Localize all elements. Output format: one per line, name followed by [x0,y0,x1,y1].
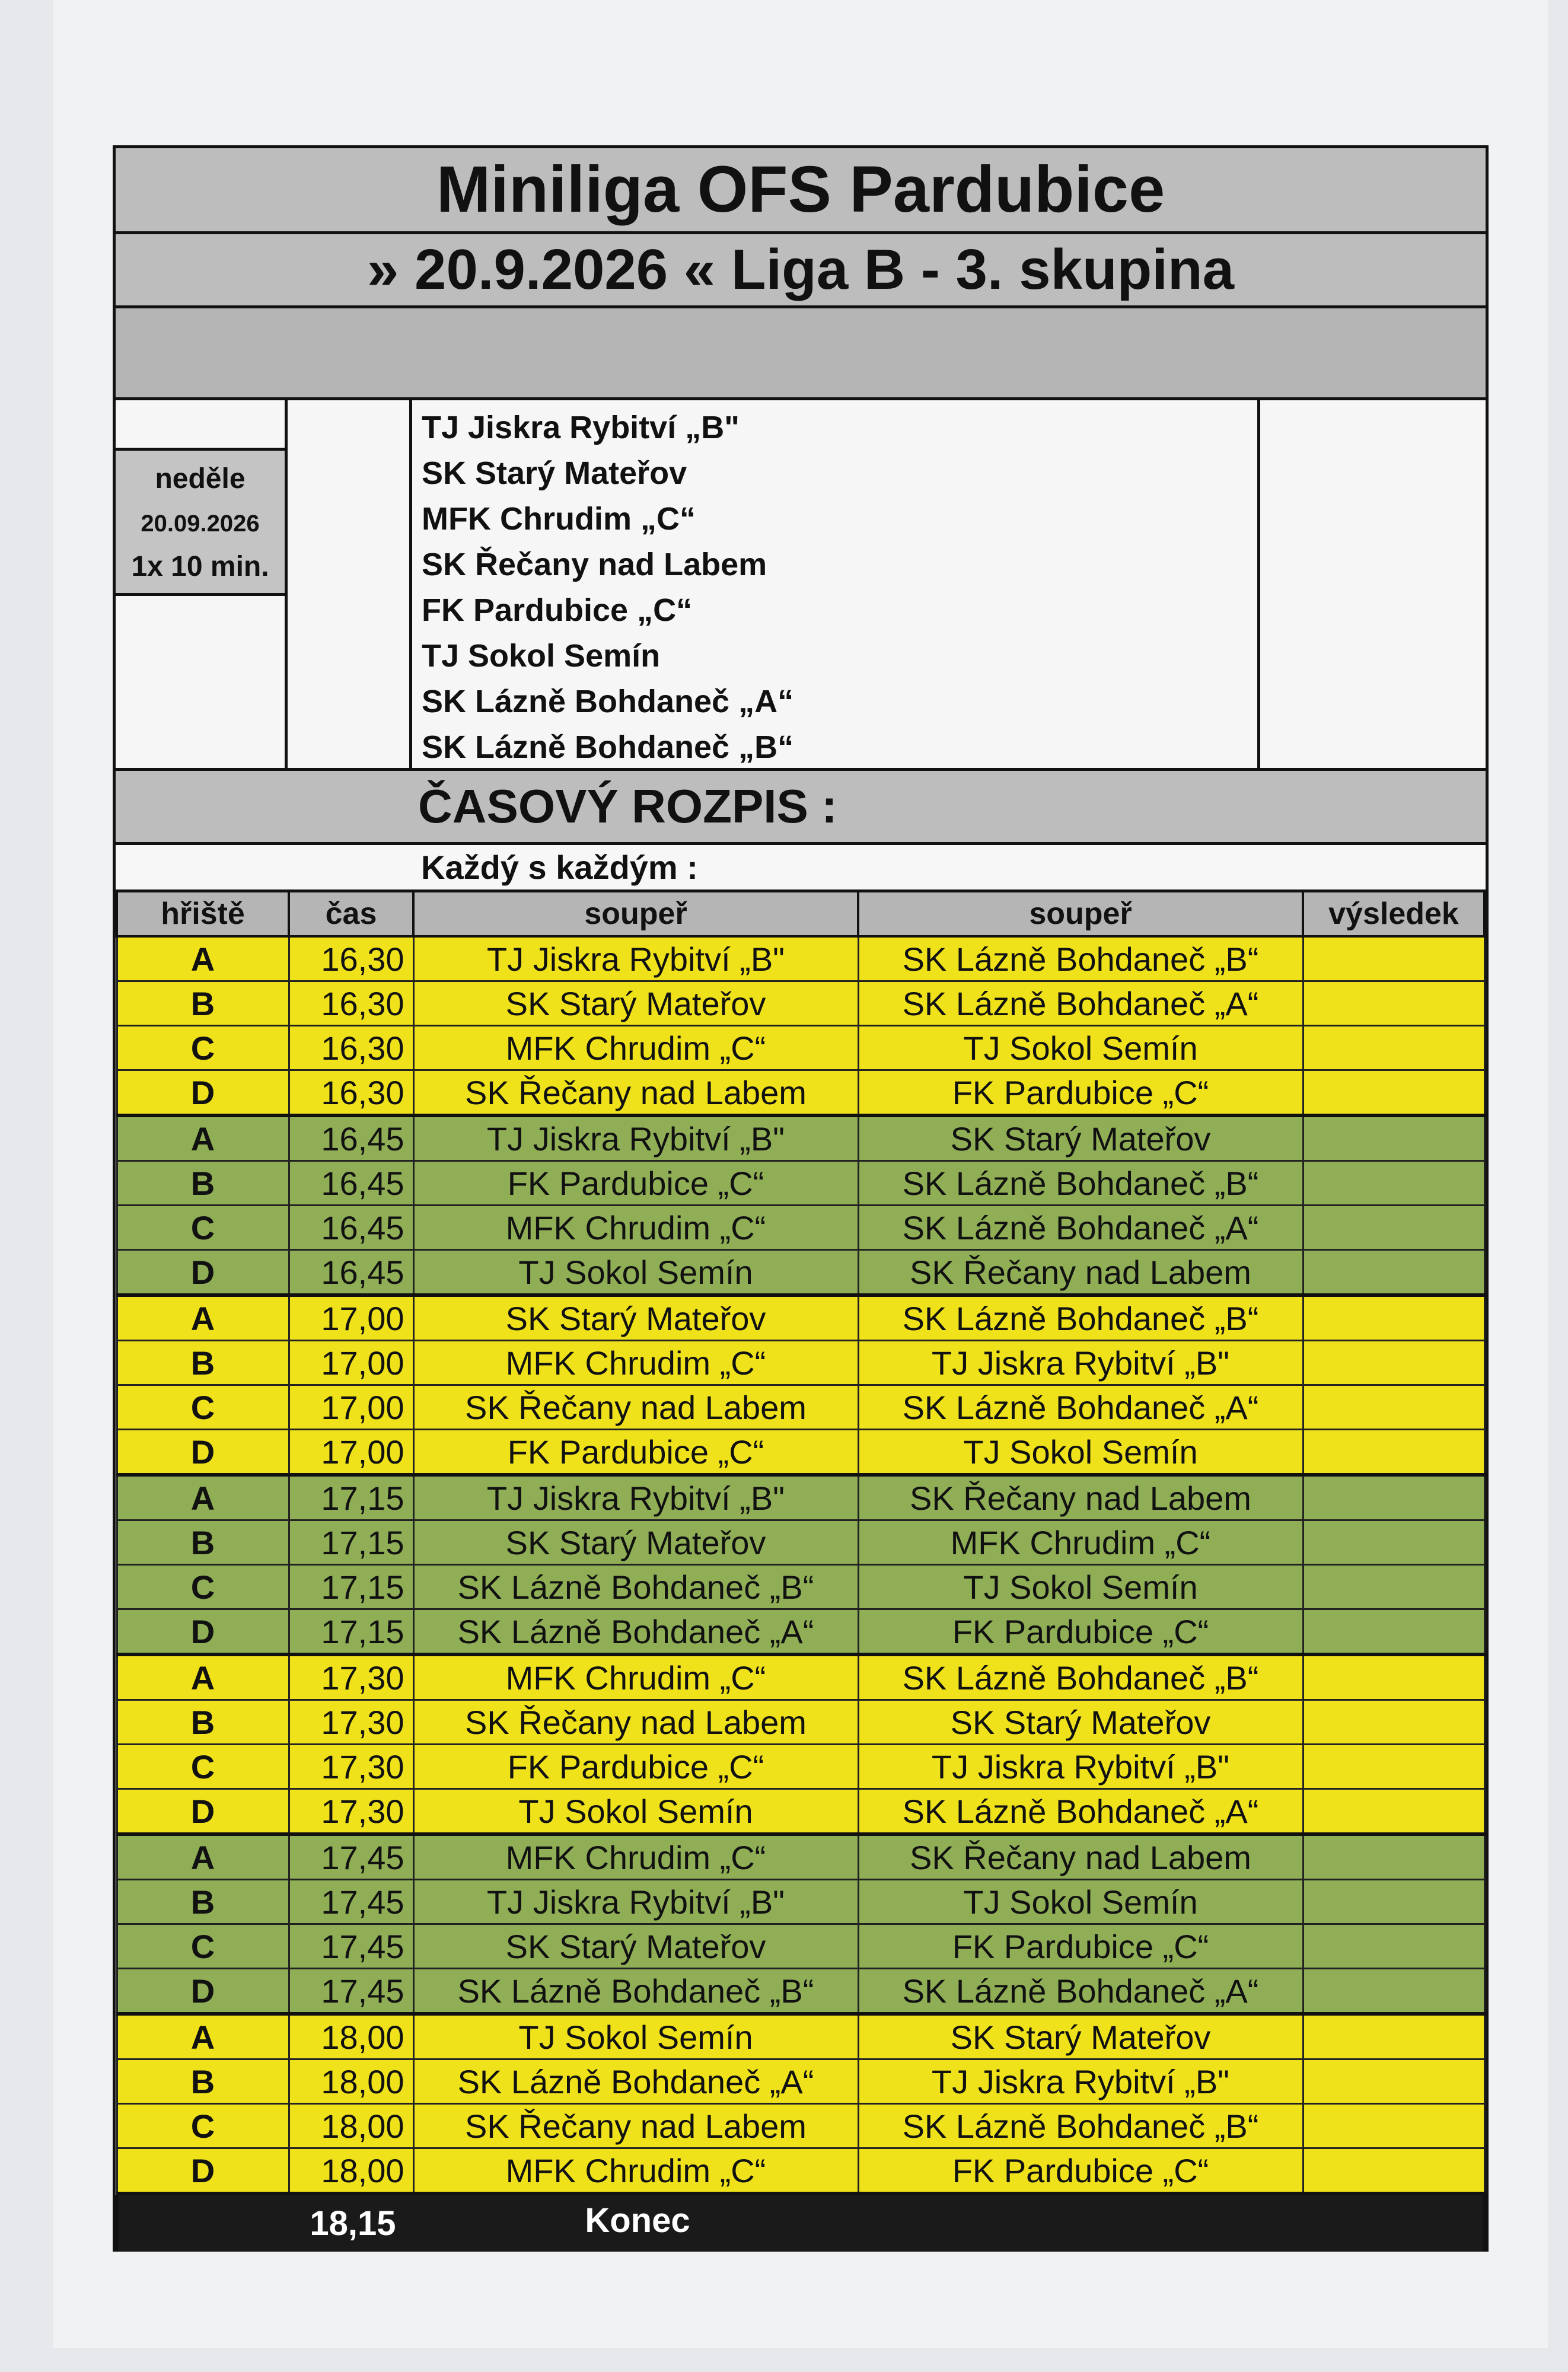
time-cell: 17,15 [289,1520,413,1565]
time-cell: 17,45 [289,1969,413,2014]
info-right-empty [1260,400,1486,770]
home-team-cell: TJ Jiskra Rybitví „B" [413,1880,858,1924]
time-cell: 17,30 [289,1700,413,1745]
home-team-cell: MFK Chrudim „C“ [413,1834,858,1880]
field-cell: C [117,1745,289,1789]
match-duration: 1x 10 min. [131,551,269,582]
result-cell [1303,1789,1484,1835]
result-cell [1303,1745,1484,1789]
team-list-item: MFK Chrudim „C“ [422,501,696,537]
away-team-cell: SK Lázně Bohdaneč „A“ [858,1385,1303,1430]
home-team-cell: TJ Sokol Semín [413,2014,858,2059]
team-list-item: TJ Jiskra Rybitví „B" [422,410,740,445]
table-row [117,1385,1484,1430]
home-team-cell: MFK Chrudim „C“ [413,1206,858,1250]
team-list-item: SK Starý Mateřov [422,455,687,491]
home-team-cell: SK Řečany nad Labem [413,1700,858,1745]
field-cell: C [117,1565,289,1609]
info-spacer [288,400,412,770]
info-date-column [116,400,288,770]
table-row [117,1430,1484,1475]
home-team-cell: MFK Chrudim „C“ [413,2148,858,2194]
field-cell: C [117,1206,289,1250]
field-cell: D [117,2148,289,2194]
time-cell: 16,30 [289,936,413,981]
table-row [117,1789,1484,1835]
result-cell [1303,2014,1484,2059]
field-cell: A [117,1295,289,1341]
home-team-cell: TJ Jiskra Rybitví „B" [413,1475,858,1520]
table-row [117,1924,1484,1969]
field-cell: A [117,1654,289,1700]
match-date: 20.09.2026 [141,511,260,537]
result-cell [1303,1341,1484,1385]
time-cell: 17,00 [289,1430,413,1475]
home-team-cell: TJ Jiskra Rybitví „B" [413,1115,858,1161]
home-team-cell: FK Pardubice „C“ [413,1161,858,1206]
home-team-cell: FK Pardubice „C“ [413,1745,858,1789]
result-cell [1303,1969,1484,2014]
home-team-cell: MFK Chrudim „C“ [413,1341,858,1385]
result-cell [1303,1206,1484,1250]
time-cell: 16,45 [289,1161,413,1206]
home-team-cell: TJ Sokol Semín [413,1789,858,1835]
time-cell: 17,45 [289,1880,413,1924]
table-row [117,1115,1484,1161]
away-team-cell: SK Lázně Bohdaneč „B“ [858,1295,1303,1341]
table-row [117,1161,1484,1206]
result-cell [1303,1115,1484,1161]
time-cell: 17,15 [289,1609,413,1655]
table-row [117,981,1484,1026]
column-header-time: čas [289,892,413,936]
field-cell: B [117,1161,289,1206]
table-row [117,1206,1484,1250]
away-team-cell: FK Pardubice „C“ [858,1924,1303,1969]
away-team-cell: SK Lázně Bohdaneč „A“ [858,1969,1303,2014]
away-team-cell: TJ Sokol Semín [858,1565,1303,1609]
away-team-cell: TJ Jiskra Rybitví „B" [858,1745,1303,1789]
away-team-cell: TJ Sokol Semín [858,1880,1303,1924]
team-list-item: TJ Sokol Semín [422,638,661,674]
time-cell: 17,00 [289,1385,413,1430]
result-cell [1303,981,1484,1026]
table-row [117,1026,1484,1070]
home-team-cell: SK Lázně Bohdaneč „B“ [413,1565,858,1609]
field-cell: D [117,1789,289,1835]
table-row [117,1700,1484,1745]
time-cell: 17,45 [289,1834,413,1880]
column-header-field: hřiště [117,892,289,936]
field-cell: A [117,1475,289,1520]
result-cell [1303,2104,1484,2148]
schedule-table [116,892,1486,2195]
away-team-cell: SK Lázně Bohdaneč „B“ [858,2104,1303,2148]
time-cell: 17,30 [289,1789,413,1835]
schedule-footer [116,2195,1486,2252]
table-row [117,1070,1484,1116]
table-row [117,1475,1484,1520]
result-cell [1303,936,1484,981]
result-cell [1303,1520,1484,1565]
table-row [117,1250,1484,1296]
table-row [117,1341,1484,1385]
result-cell [1303,1565,1484,1609]
home-team-cell: TJ Sokol Semín [413,1250,858,1296]
field-cell: C [117,1026,289,1070]
result-cell [1303,1070,1484,1116]
result-cell [1303,1924,1484,1969]
time-cell: 16,45 [289,1206,413,1250]
away-team-cell: SK Řečany nad Labem [858,1834,1303,1880]
table-row [117,1520,1484,1565]
away-team-cell: TJ Sokol Semín [858,1026,1303,1070]
home-team-cell: SK Lázně Bohdaneč „A“ [413,1609,858,1655]
time-cell: 16,30 [289,981,413,1026]
home-team-cell: SK Řečany nad Labem [413,1070,858,1116]
column-header-away: soupeř [858,892,1303,936]
team-list-item: SK Lázně Bohdaneč „A“ [422,684,794,719]
team-list-item: SK Řečany nad Labem [422,547,767,582]
table-row [117,1565,1484,1609]
table-row [117,2014,1484,2059]
table-row [117,2059,1484,2104]
time-cell: 16,30 [289,1026,413,1070]
away-team-cell: FK Pardubice „C“ [858,2148,1303,2194]
home-team-cell: SK Lázně Bohdaneč „A“ [413,2059,858,2104]
field-cell: A [117,2014,289,2059]
date-box [116,448,285,596]
table-row [117,2148,1484,2194]
result-cell [1303,1295,1484,1341]
away-team-cell: TJ Jiskra Rybitví „B" [858,1341,1303,1385]
home-team-cell: SK Řečany nad Labem [413,2104,858,2148]
team-list [412,400,1260,770]
field-cell: D [117,1609,289,1655]
home-team-cell: SK Řečany nad Labem [413,1385,858,1430]
time-cell: 17,30 [289,1745,413,1789]
match-day: neděle [155,463,246,495]
result-cell [1303,1700,1484,1745]
result-cell [1303,1385,1484,1430]
away-team-cell: SK Lázně Bohdaneč „B“ [858,936,1303,981]
time-cell: 17,00 [289,1295,413,1341]
away-team-cell: FK Pardubice „C“ [858,1609,1303,1655]
away-team-cell: SK Starý Mateřov [858,1115,1303,1161]
time-cell: 18,00 [289,2148,413,2194]
result-cell [1303,1161,1484,1206]
field-cell: B [117,1880,289,1924]
result-cell [1303,1250,1484,1296]
table-row [117,1969,1484,2014]
schedule-document [113,145,1489,2252]
time-cell: 17,00 [289,1341,413,1385]
result-cell [1303,1026,1484,1070]
away-team-cell: SK Starý Mateřov [858,2014,1303,2059]
result-cell [1303,1654,1484,1700]
document-title: Miniliga OFS Pardubice [116,148,1486,234]
home-team-cell: SK Starý Mateřov [413,981,858,1026]
table-row [117,2104,1484,2148]
field-cell: C [117,1385,289,1430]
field-cell: C [117,2104,289,2148]
table-row [117,1834,1484,1880]
schedule-title: ČASOVÝ ROZPIS : [116,771,1486,845]
home-team-cell: TJ Jiskra Rybitví „B" [413,936,858,981]
time-cell: 16,45 [289,1250,413,1296]
result-cell [1303,1609,1484,1655]
home-team-cell: MFK Chrudim „C“ [413,1654,858,1700]
field-cell: B [117,981,289,1026]
end-time: 18,15 [310,2204,396,2243]
column-header-home: soupeř [413,892,858,936]
home-team-cell: SK Lázně Bohdaneč „B“ [413,1969,858,2014]
time-cell: 16,30 [289,1070,413,1116]
away-team-cell: TJ Sokol Semín [858,1430,1303,1475]
time-cell: 18,00 [289,2014,413,2059]
field-cell: B [117,1700,289,1745]
result-cell [1303,1430,1484,1475]
field-cell: D [117,1250,289,1296]
home-team-cell: FK Pardubice „C“ [413,1430,858,1475]
schedule-subtitle: Každý s každým : [116,845,1486,892]
field-cell: D [117,1070,289,1116]
table-row [117,936,1484,981]
field-cell: D [117,1969,289,2014]
away-team-cell: SK Lázně Bohdaneč „A“ [858,1206,1303,1250]
result-cell [1303,1834,1484,1880]
time-cell: 18,00 [289,2059,413,2104]
schedule-body [117,936,1484,2194]
blank-band [116,308,1486,400]
time-cell: 18,00 [289,2104,413,2148]
column-header-result: výsledek [1303,892,1484,936]
away-team-cell: TJ Jiskra Rybitví „B" [858,2059,1303,2104]
away-team-cell: FK Pardubice „C“ [858,1070,1303,1116]
away-team-cell: SK Lázně Bohdaneč „A“ [858,1789,1303,1835]
time-cell: 17,15 [289,1565,413,1609]
table-row [117,1880,1484,1924]
result-cell [1303,1475,1484,1520]
info-block [116,400,1486,771]
away-team-cell: SK Lázně Bohdaneč „B“ [858,1161,1303,1206]
away-team-cell: SK Řečany nad Labem [858,1250,1303,1296]
end-label: Konec [585,2201,690,2240]
field-cell: A [117,1834,289,1880]
result-cell [1303,2059,1484,2104]
result-cell [1303,1880,1484,1924]
away-team-cell: SK Lázně Bohdaneč „A“ [858,981,1303,1026]
field-cell: B [117,1341,289,1385]
away-team-cell: SK Starý Mateřov [858,1700,1303,1745]
field-cell: B [117,2059,289,2104]
table-row [117,1654,1484,1700]
team-list-item: FK Pardubice „C“ [422,592,693,628]
away-team-cell: SK Řečany nad Labem [858,1475,1303,1520]
time-cell: 17,15 [289,1475,413,1520]
home-team-cell: SK Starý Mateřov [413,1924,858,1969]
table-header-row [117,892,1484,936]
home-team-cell: MFK Chrudim „C“ [413,1026,858,1070]
table-row [117,1745,1484,1789]
result-cell [1303,2148,1484,2194]
field-cell: A [117,936,289,981]
field-cell: D [117,1430,289,1475]
time-cell: 16,45 [289,1115,413,1161]
table-row [117,1609,1484,1655]
document-subtitle: » 20.9.2026 « Liga B - 3. skupina [116,234,1486,308]
time-cell: 17,45 [289,1924,413,1969]
home-team-cell: SK Starý Mateřov [413,1520,858,1565]
field-cell: A [117,1115,289,1161]
field-cell: C [117,1924,289,1969]
away-team-cell: MFK Chrudim „C“ [858,1520,1303,1565]
time-cell: 17,30 [289,1654,413,1700]
home-team-cell: SK Starý Mateřov [413,1295,858,1341]
team-list-item: SK Lázně Bohdaneč „B“ [422,729,794,765]
away-team-cell: SK Lázně Bohdaneč „B“ [858,1654,1303,1700]
field-cell: B [117,1520,289,1565]
table-row [117,1295,1484,1341]
